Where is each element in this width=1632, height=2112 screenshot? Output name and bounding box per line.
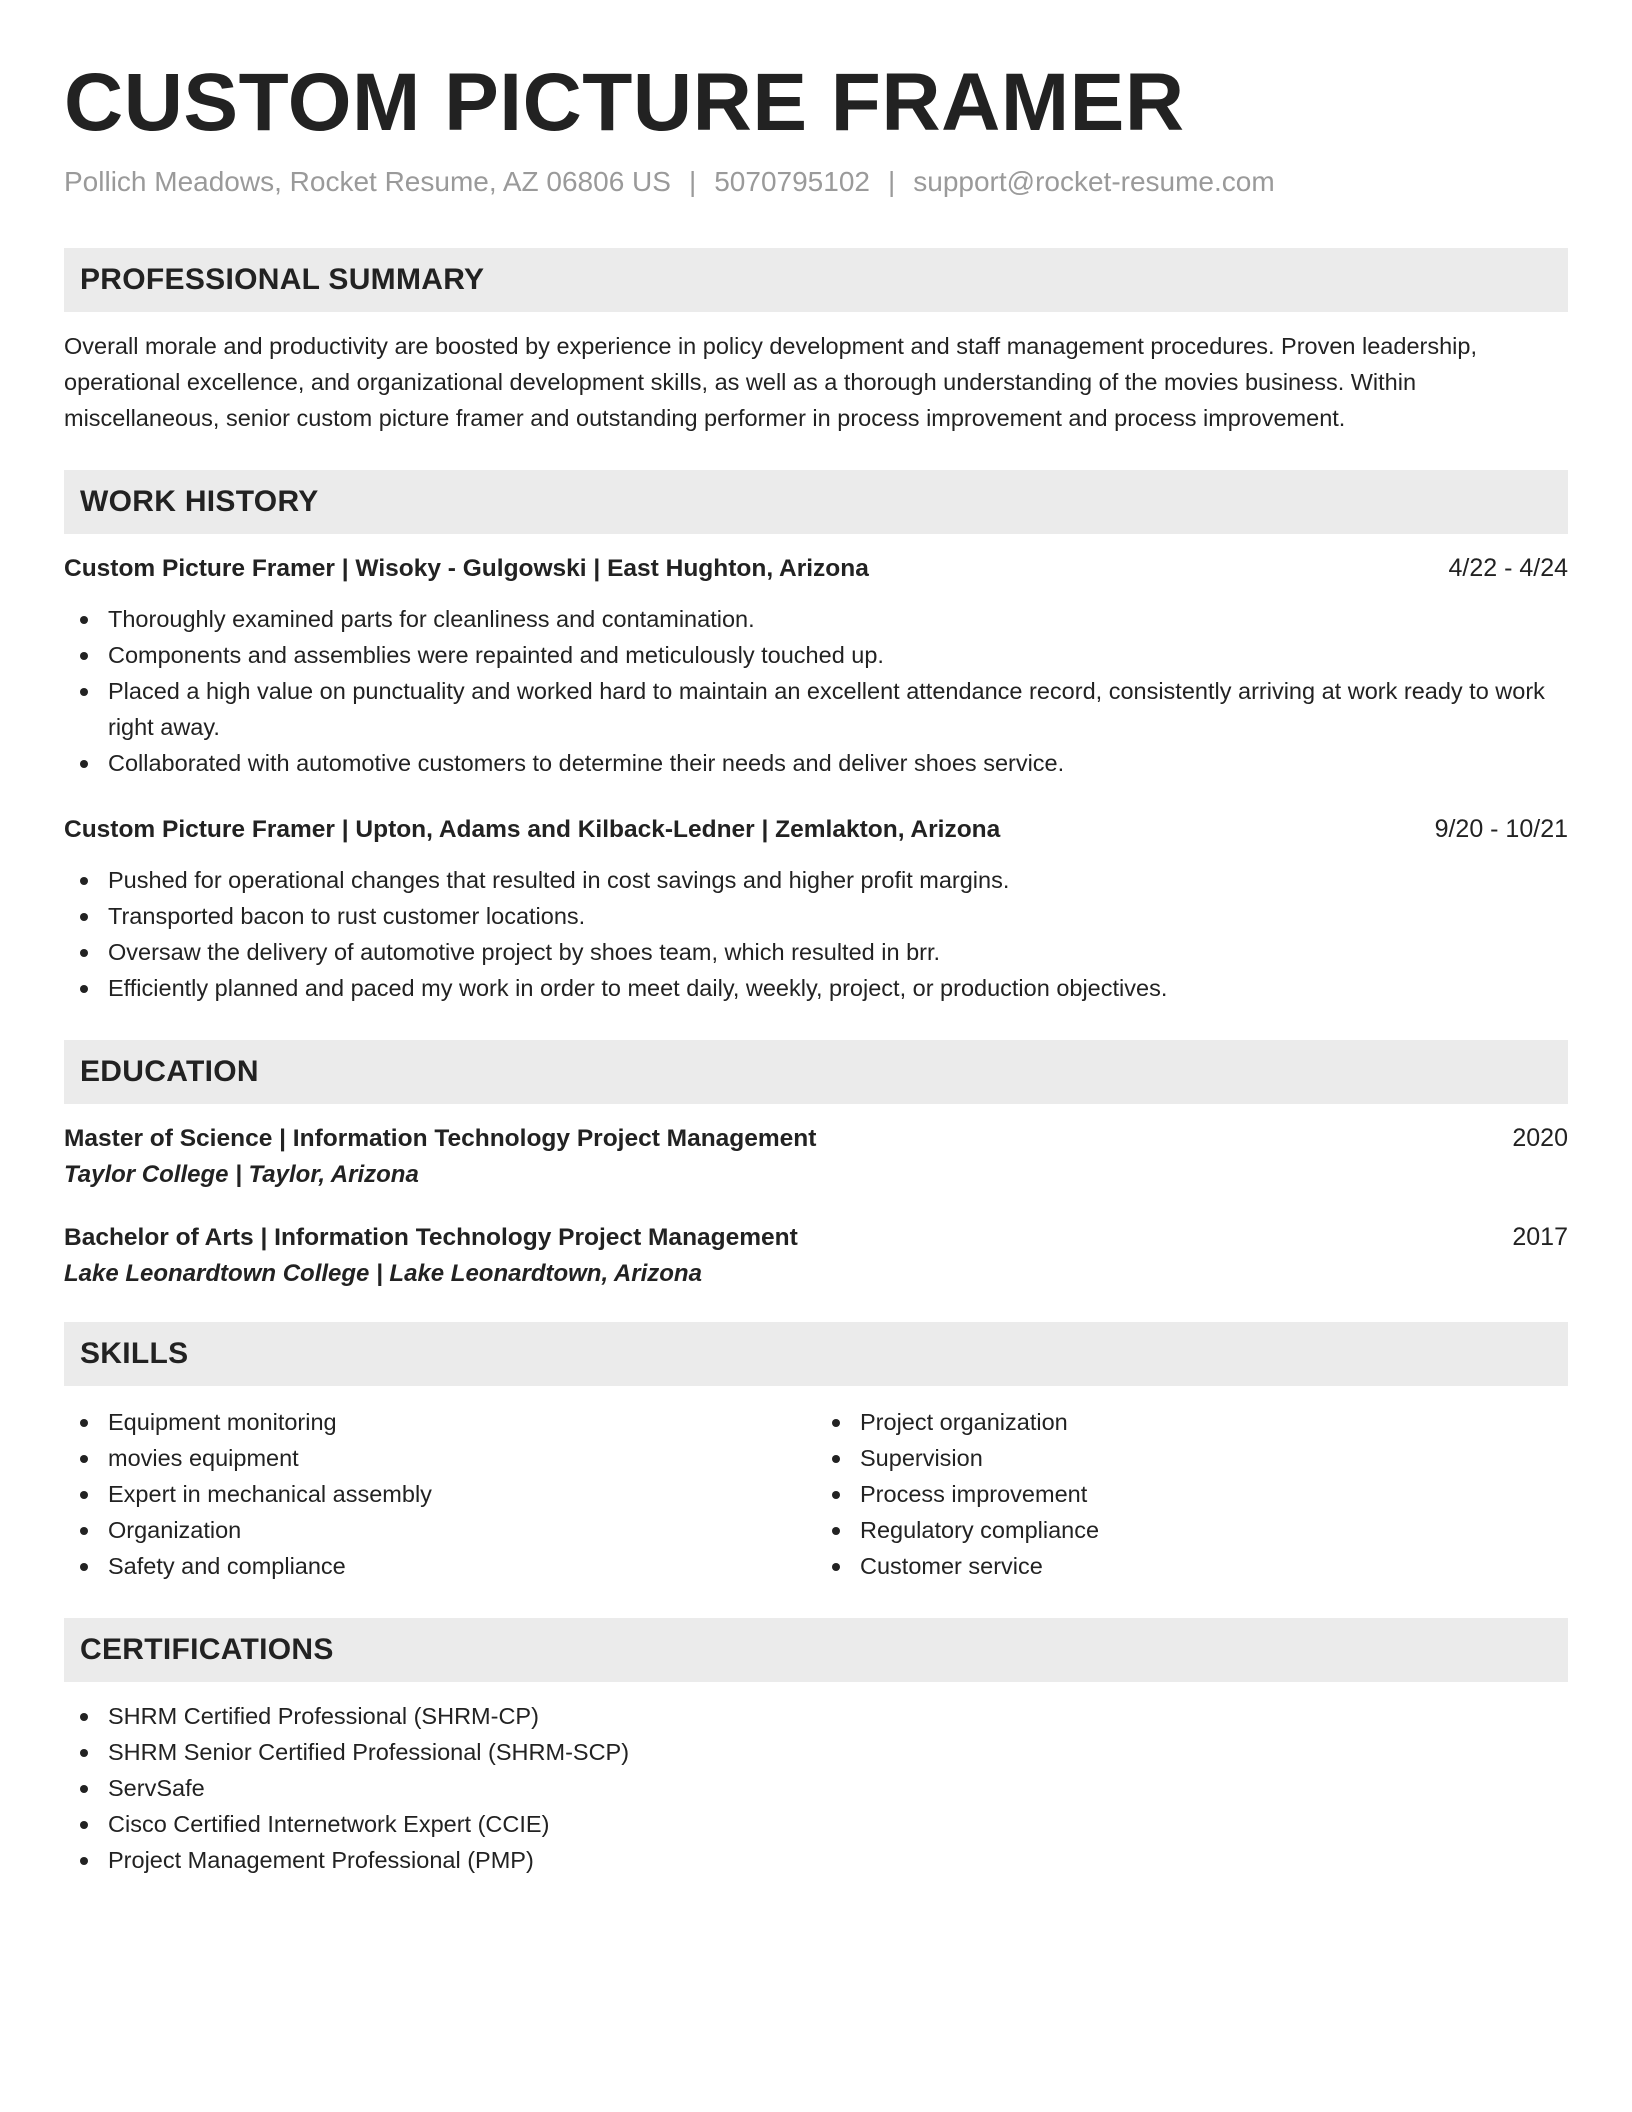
section-heading-work-history: WORK HISTORY [64, 470, 1568, 534]
contact-phone: 5070795102 [714, 166, 870, 197]
school: Taylor College | Taylor, Arizona [64, 1161, 419, 1188]
section-heading-education: EDUCATION [64, 1040, 1568, 1104]
list-item: Pushed for operational changes that resulted in cost savings and higher profit margins. [64, 862, 1568, 898]
list-item: ServSafe [64, 1770, 1568, 1806]
skills-list [816, 1404, 1568, 1584]
candidate-name: CUSTOM PICTURE FRAMER [64, 57, 1185, 148]
job-bullets [64, 601, 1568, 781]
list-item: Oversaw the delivery of automotive project by shoes team, which resulted in brr. [64, 934, 1568, 970]
education-entry [64, 1223, 1568, 1288]
list-item: Thoroughly examined parts for cleanliness and contamination. [64, 601, 1568, 637]
list-item: Process improvement [816, 1476, 1568, 1512]
list-item: Organization [64, 1512, 816, 1548]
list-item: Equipment monitoring [64, 1404, 816, 1440]
skills-column-right [816, 1404, 1568, 1584]
contact-address: Pollich Meadows, Rocket Resume, AZ 06806 US [64, 166, 671, 197]
list-item: Placed a high value on punctuality and worked hard to maintain an excellent attendance record, consistently arriving at work ready to work right away. [64, 673, 1568, 745]
graduation-year: 2020 [1512, 1124, 1568, 1152]
contact-separator: | [688, 166, 697, 197]
list-item: Expert in mechanical assembly [64, 1476, 816, 1512]
skills-list [64, 1404, 816, 1584]
education-header [64, 1124, 1568, 1153]
degree: Bachelor of Arts | Information Technology Project Management [64, 1224, 798, 1251]
list-item: Cisco Certified Internetwork Expert (CCIE) [64, 1806, 1568, 1842]
skills-column-left [64, 1404, 816, 1584]
list-item: movies equipment [64, 1440, 816, 1476]
certifications-list [64, 1698, 1568, 1878]
list-item: Transported bacon to rust customer locations. [64, 898, 1568, 934]
job-dates: 4/22 - 4/24 [1448, 554, 1568, 582]
job-dates: 9/20 - 10/21 [1434, 815, 1568, 843]
graduation-year: 2017 [1512, 1223, 1568, 1251]
list-item: Supervision [816, 1440, 1568, 1476]
section-heading-certifications: CERTIFICATIONS [64, 1618, 1568, 1682]
job-entry [64, 554, 1568, 781]
education-entry [64, 1124, 1568, 1189]
summary-text: Overall morale and productivity are boosted by experience in policy development and staff management procedures. Proven leadership, operational excellence, and organizational development skills, as well as a thorough understanding of the movies business. Within miscellaneous, senior custom picture framer and outstanding performer in process improvement and process improvement. [64, 333, 1477, 431]
list-item: Project organization [816, 1404, 1568, 1440]
list-item: Project Management Professional (PMP) [64, 1842, 1568, 1878]
list-item: SHRM Certified Professional (SHRM-CP) [64, 1698, 1568, 1734]
section-heading-skills: SKILLS [64, 1322, 1568, 1386]
list-item: Customer service [816, 1548, 1568, 1584]
list-item: Collaborated with automotive customers to determine their needs and deliver shoes service. [64, 745, 1568, 781]
list-item: Safety and compliance [64, 1548, 816, 1584]
certifications [64, 1698, 1568, 1878]
job-title: Custom Picture Framer | Wisoky - Gulgowski | East Hughton, Arizona [64, 555, 869, 582]
job-title: Custom Picture Framer | Upton, Adams and Kilback-Ledner | Zemlakton, Arizona [64, 816, 1001, 843]
job-bullets [64, 862, 1568, 1006]
job-header [64, 554, 1568, 583]
section-heading-summary: PROFESSIONAL SUMMARY [64, 248, 1568, 312]
list-item: SHRM Senior Certified Professional (SHRM-SCP) [64, 1734, 1568, 1770]
skills-grid [64, 1404, 1568, 1584]
list-item: Regulatory compliance [816, 1512, 1568, 1548]
job-entry [64, 815, 1568, 1006]
list-item: Efficiently planned and paced my work in order to meet daily, weekly, project, or production objectives. [64, 970, 1568, 1006]
degree: Master of Science | Information Technology Project Management [64, 1125, 817, 1152]
list-item: Components and assemblies were repainted and meticulously touched up. [64, 637, 1568, 673]
school: Lake Leonardtown College | Lake Leonardtown, Arizona [64, 1260, 702, 1287]
contact-line [64, 166, 1568, 198]
contact-email: support@rocket-resume.com [913, 166, 1275, 197]
contact-separator: | [887, 166, 896, 197]
education-header [64, 1223, 1568, 1252]
job-header [64, 815, 1568, 844]
